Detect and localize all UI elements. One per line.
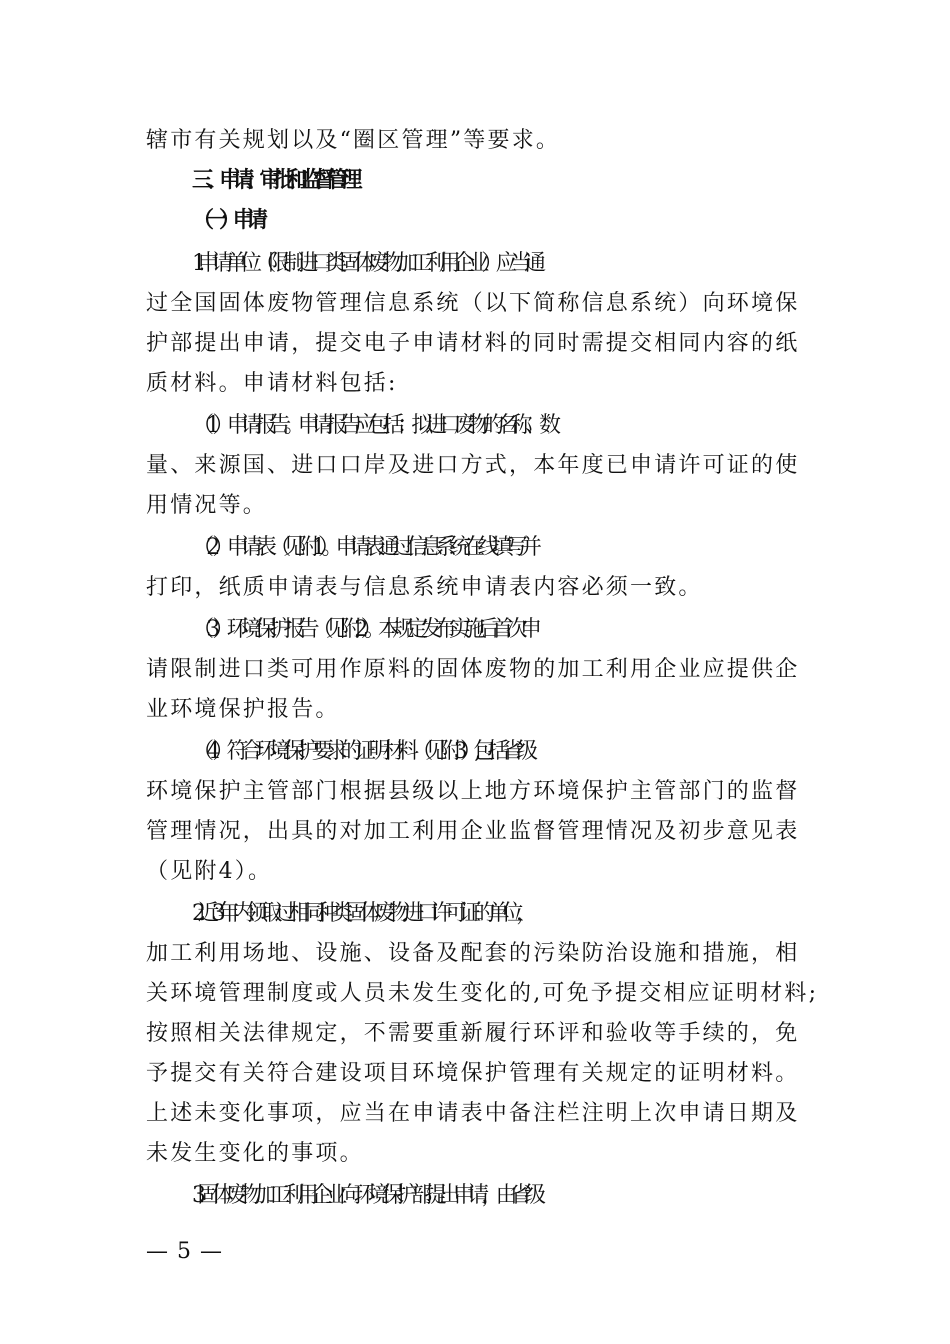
text-line: 3.固体废物加工利用企业向环境保护部提出申请，由省级 <box>192 1183 539 1208</box>
text-line: 管理情况，出具的对加工利用企业监督管理情况及初步意见表 <box>146 819 800 844</box>
section-heading: 三、申请、审批和监督管理 <box>192 168 355 193</box>
text-line: 量、来源国、进口口岸及进口方式，本年度已申请许可证的使 <box>146 453 800 478</box>
text-line: 2.近3年内领取过相同种类固体废物进口许可证的单位， <box>192 901 531 926</box>
text-line: （2）申请表（见附1）。申请表通过信息系统在线填写并 <box>192 535 535 560</box>
text-line: 环境保护主管部门根据县级以上地方环境保护主管部门的监督 <box>146 779 800 804</box>
text-line: （见附4）。 <box>146 859 273 884</box>
text-line: 上述未变化事项，应当在申请表中备注栏注明上次申请日期及 <box>146 1101 800 1126</box>
text-line: （3）环境保护报告（见附2）。本规定发布实施后首次申 <box>192 617 535 642</box>
subsection-heading: （一）申请 <box>192 208 260 233</box>
text-line: 过全国固体废物管理信息系统（以下简称信息系统）向环境保 <box>146 291 800 316</box>
text-line: 辖市有关规划以及“圈区管理”等要求。 <box>146 128 561 153</box>
text-line: （4）符合环境保护要求的证明材料（见附3）,包括省级 <box>192 739 531 764</box>
text-line: 加工利用场地、设施、设备及配套的污染防治设施和措施，相 <box>146 941 800 966</box>
text-line: 护部提出申请，提交电子申请材料的同时需提交相同内容的纸 <box>146 331 800 356</box>
text-line: （1）申请报告。申请报告应包括：拟进口废物的名称、数 <box>192 413 554 438</box>
text-line: 1.申请单位（限制进口类固体废物加工利用企业）应当通 <box>192 251 539 276</box>
text-line: 未发生变化的事项。 <box>146 1141 364 1166</box>
text-line: 予提交有关符合建设项目环境保护管理有关规定的证明材料。 <box>146 1061 800 1086</box>
page-number: — 5 — <box>146 1239 223 1264</box>
text-line: 业环境保护报告。 <box>146 697 340 722</box>
text-line: 打印，纸质申请表与信息系统申请表内容必须一致。 <box>146 575 703 600</box>
text-line: 关环境管理制度或人员未发生变化的,可免予提交相应证明材料; <box>146 981 819 1006</box>
text-line: 请限制进口类可用作原料的固体废物的加工利用企业应提供企 <box>146 657 800 682</box>
text-line: 按照相关法律规定，不需要重新履行环评和验收等手续的，免 <box>146 1021 800 1046</box>
text-line: 用情况等。 <box>146 493 268 518</box>
text-line: 质材料。申请材料包括: <box>146 371 398 396</box>
